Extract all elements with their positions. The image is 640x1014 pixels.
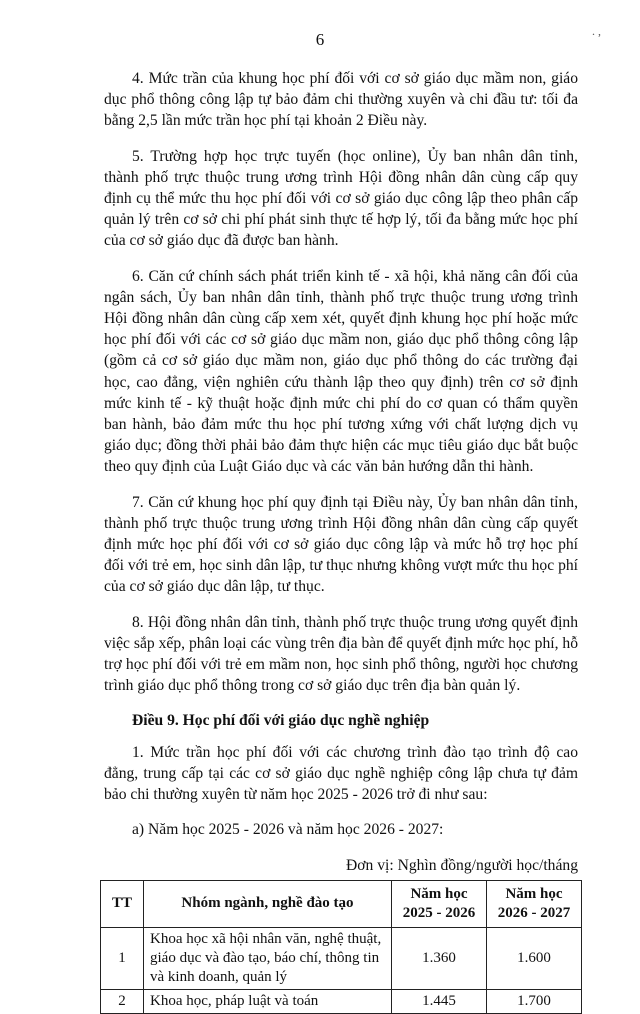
row-year-2: 1.700: [487, 989, 582, 1013]
row-tt: 1: [101, 927, 144, 989]
row-name: Khoa học xã hội nhân văn, nghệ thuật, giáo dục và đào tạo, báo chí, thông tin và kinh doanh, quản lý: [144, 927, 392, 989]
paragraph-7: 7. Căn cứ khung học phí quy định tại Điều này, Ủy ban nhân dân tỉnh, thành phố trực thuộc trung ương trình Hội đồng nhân dân cùng cấp quyết định mức học phí đối với cơ sở giáo dục công lập và mức hỗ trợ học phí đối với trẻ em, học sinh dân lập, tư thục nhưng không vượt mức thu học phí của cơ sở giáo dục dân lập, tư thục.: [104, 493, 578, 596]
unit-line: Đơn vị: Nghìn đồng/người học/tháng: [346, 856, 578, 874]
header-group: Nhóm ngành, nghề đào tạo: [144, 880, 392, 927]
row-name: Khoa học, pháp luật và toán: [144, 989, 392, 1013]
header-tt: TT: [101, 880, 144, 927]
row-tt: 2: [101, 989, 144, 1013]
paragraph-5: 5. Trường hợp học trực tuyến (học online), Ủy ban nhân dân tỉnh, thành phố trực thuộc trung ương trình Hội đồng nhân dân cùng cấp quy định cụ thể mức thu học phí đối với cơ sở giáo dục công lập theo phân cấp quản lý trên cơ sở chi phí phát sinh thực tế hợp lý, tối đa bằng mức học phí của cơ sở giáo dục đã được ban hành.: [104, 147, 578, 250]
document-body: [104, 68, 578, 1014]
paragraph-4: 4. Mức trần của khung học phí đối với cơ sở giáo dục mầm non, giáo dục phổ thông công lập tự bảo đảm chi thường xuyên và chi đầu tư: tối đa bằng 2,5 lần mức trần học phí tại khoản 2 Điều này.: [104, 70, 578, 130]
row-year-1: 1.360: [392, 927, 487, 989]
table-row: [101, 927, 582, 989]
header-year-1: Năm học 2025 - 2026: [392, 880, 487, 927]
article-paragraph: 1. Mức trần học phí đối với các chương trình đào tạo trình độ cao đẳng, trung cấp tại các cơ sở giáo dục nghề nghiệp công lập chưa tự đảm bảo chi thường xuyên từ năm học 2025 - 2026 trở đi như sau:: [104, 743, 578, 804]
margin-mark: . ,: [592, 24, 601, 38]
paragraph-8: 8. Hội đồng nhân dân tỉnh, thành phố trực thuộc trung ương quyết định việc sắp xếp, phân loại các vùng trên địa bàn để quyết định mức học phí, hỗ trợ học phí đối với trẻ em mầm non, học sinh phổ thông, người học chương trình giáo dục phổ thông trong cơ sở giáo dục trên địa bàn quản lý.: [104, 613, 578, 695]
row-year-2: 1.600: [487, 927, 582, 989]
table-row: [101, 989, 582, 1013]
paragraph-6: 6. Căn cứ chính sách phát triển kinh tế - xã hội, khả năng cân đối của ngân sách, Ủy ban nhân dân tỉnh, thành phố trực thuộc trung ương trình Hội đồng nhân dân cùng cấp xem xét, quyết định khung học phí hoặc mức học phí đối với các cơ sở giáo dục mầm non, giáo dục phổ thông công lập (gồm cả cơ sở giáo dục mầm non, giáo dục phổ thông do các trường đại học, cao đẳng, viện nghiên cứu thành lập theo quy định) trên cơ sở định mức kinh tế - kỹ thuật hoặc định mức chi phí do cơ quan có thẩm quyền ban hành, bảo đảm mức thu học phí tương xứng với chất lượng dịch vụ giáo dục; đồng thời phải bảo đảm thực hiện các mục tiêu giáo dục bắt buộc theo quy định của Luật Giáo dục và các văn bản hướng dẫn thi hành.: [104, 267, 578, 476]
row-year-1: 1.445: [392, 989, 487, 1013]
subsection-label: a) Năm học 2025 - 2026 và năm học 2026 - 2027:: [132, 821, 444, 839]
header-year-2: Năm học 2026 - 2027: [487, 880, 582, 927]
article-heading: Điều 9. Học phí đối với giáo dục nghề nghiệp: [132, 712, 430, 730]
page-number: 6: [315, 30, 325, 49]
tuition-table: [100, 880, 582, 1014]
